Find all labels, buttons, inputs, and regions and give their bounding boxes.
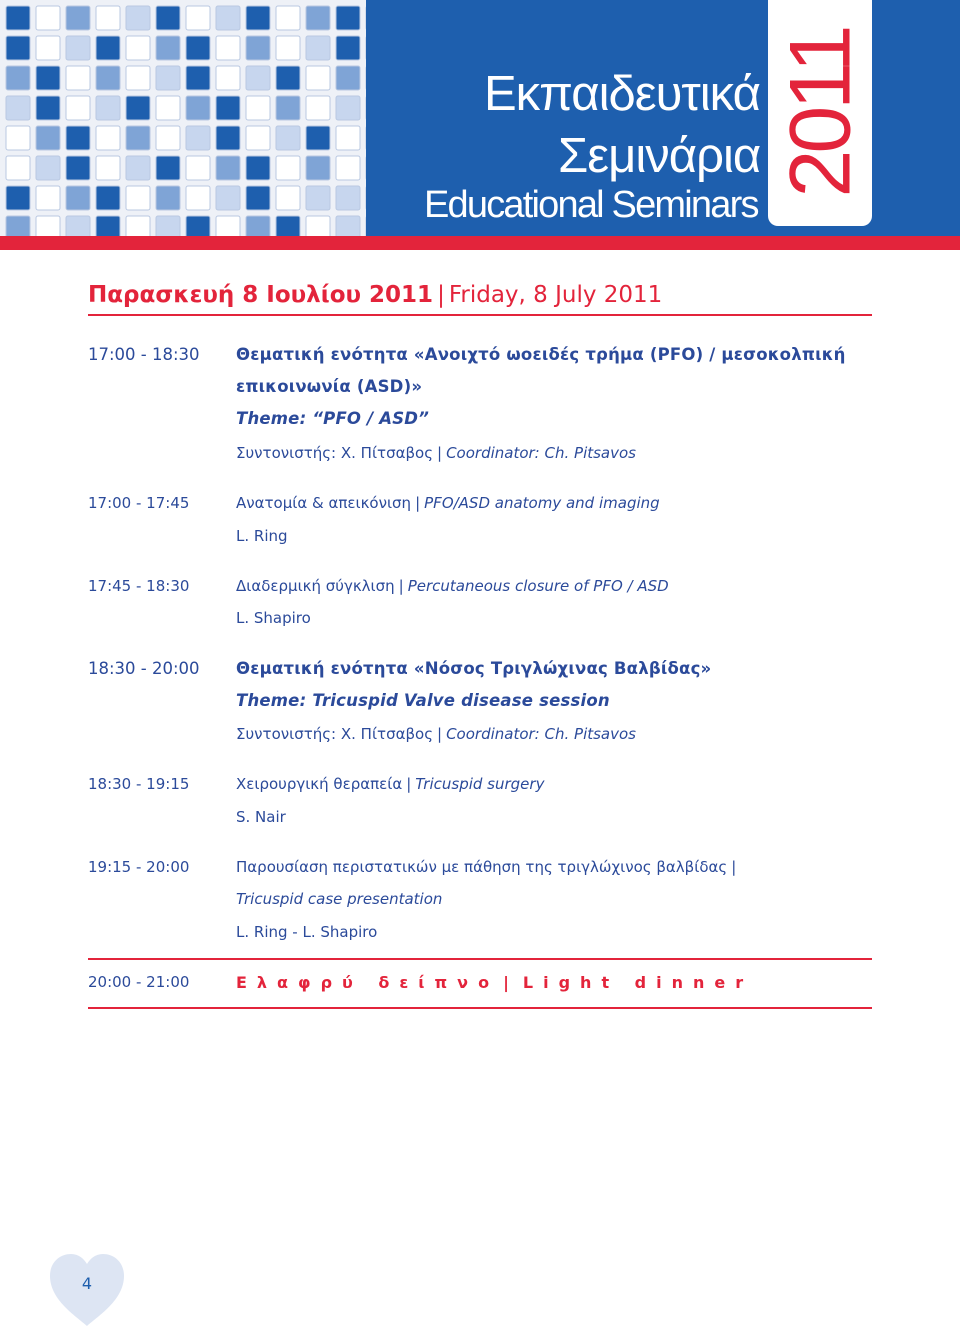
dinner-english: Light dinner <box>522 973 754 992</box>
grid-square <box>36 186 60 210</box>
talk-title: Παρουσίαση περιστατικών με πάθηση της τριγλώχινος βαλβίδας | <box>236 858 737 876</box>
grid-square <box>126 96 150 120</box>
grid-square <box>216 216 240 236</box>
grid-square <box>186 126 210 150</box>
session-title-cont: επικοινωνία (ASD)» <box>236 377 423 396</box>
grid-square <box>126 36 150 60</box>
grid-square <box>186 96 210 120</box>
grid-square <box>306 66 330 90</box>
grid-square <box>336 186 360 210</box>
grid-square <box>246 126 270 150</box>
talk-title: Ανατομία & απεικόνιση | PFO/ASD anatomy and imaging <box>236 494 660 512</box>
talk-title-english: Tricuspid surgery <box>415 775 545 793</box>
grid-square <box>156 6 180 30</box>
talk-time: 19:15 - 20:00 <box>88 858 190 876</box>
talk-title-english: PFO/ASD anatomy and imaging <box>424 494 660 512</box>
grid-square <box>66 126 90 150</box>
grid-square <box>6 36 30 60</box>
grid-square <box>36 66 60 90</box>
coordinator-english: Coordinator: Ch. Pitsavos <box>446 444 636 462</box>
grid-square <box>6 96 30 120</box>
grid-square <box>66 66 90 90</box>
grid-square <box>66 36 90 60</box>
grid-square <box>276 6 300 30</box>
session-coordinator: Συντονιστής: Χ. Πίτσαβος | Coordinator: Ch. Pitsavos <box>236 725 636 743</box>
grid-square <box>246 186 270 210</box>
grid-square <box>276 126 300 150</box>
grid-square <box>36 96 60 120</box>
coordinator-greek: Συντονιστής: Χ. Πίτσαβος <box>236 444 434 462</box>
grid-square <box>36 6 60 30</box>
grid-square <box>156 96 180 120</box>
grid-square <box>246 156 270 180</box>
dinner-greek: Ελαφρύ δείπνο <box>236 973 500 992</box>
grid-square <box>306 96 330 120</box>
talk-title-english: Percutaneous closure of PFO / ASD <box>407 577 669 595</box>
session-coordinator: Συντονιστής: Χ. Πίτσαβος | Coordinator: Ch. Pitsavos <box>236 444 636 462</box>
date-rule <box>88 314 872 316</box>
date-english: Friday, 8 July 2011 <box>448 282 663 308</box>
grid-square <box>306 186 330 210</box>
grid-square <box>126 216 150 236</box>
grid-square <box>126 6 150 30</box>
grid-square <box>276 66 300 90</box>
grid-square <box>246 66 270 90</box>
grid-square <box>126 126 150 150</box>
grid-square <box>276 216 300 236</box>
year-label: 2011 <box>772 28 868 198</box>
grid-square <box>96 36 120 60</box>
dinner-time: 20:00 - 21:00 <box>88 973 190 991</box>
talk-title-greek: Ανατομία & απεικόνιση <box>236 494 412 512</box>
grid-square <box>6 126 30 150</box>
session-time: 17:00 - 18:30 <box>88 345 200 364</box>
talk-title-greek: Παρουσίαση περιστατικών με πάθηση της τριγλώχινος βαλβίδας <box>236 858 728 876</box>
talk-speaker: L. Shapiro <box>236 609 311 627</box>
title-greek-line-2: Σεμινάρια <box>558 129 761 183</box>
grid-square <box>6 186 30 210</box>
coordinator-english: Coordinator: Ch. Pitsavos <box>446 725 636 743</box>
grid-square <box>246 6 270 30</box>
grid-square <box>216 186 240 210</box>
red-stripe <box>0 236 960 250</box>
session-title: Θεματική ενότητα «Νόσος Τριγλώχινας Βαλβίδας» <box>236 659 712 678</box>
grid-square <box>66 216 90 236</box>
grid-square <box>6 6 30 30</box>
session-theme: Theme: “PFO / ASD” <box>236 409 430 428</box>
title-english: Educational Seminars <box>424 184 758 226</box>
talk-title: Διαδερμική σύγκλιση | Percutaneous closure of PFO / ASD <box>236 577 669 595</box>
date-heading <box>88 282 662 308</box>
grid-square <box>336 6 360 30</box>
talk-title-greek: Χειρουργική θεραπεία <box>236 775 403 793</box>
date-greek: Παρασκευή 8 Ιουλίου 2011 <box>88 282 434 308</box>
grid-square <box>216 126 240 150</box>
grid-square <box>6 216 30 236</box>
grid-square <box>66 186 90 210</box>
session-theme: Theme: Tricuspid Valve disease session <box>236 691 610 710</box>
grid-square <box>216 96 240 120</box>
grid-square <box>216 66 240 90</box>
grid-square <box>126 156 150 180</box>
grid-square <box>36 36 60 60</box>
grid-square <box>336 216 360 236</box>
date-separator: | <box>437 282 445 308</box>
header-banner <box>0 0 960 250</box>
grid-square <box>186 186 210 210</box>
talk-speaker: S. Nair <box>236 808 286 826</box>
talk-title-greek: Διαδερμική σύγκλιση <box>236 577 395 595</box>
grid-square <box>156 216 180 236</box>
grid-square <box>96 6 120 30</box>
grid-square <box>96 216 120 236</box>
talk-speaker: L. Ring - L. Shapiro <box>236 923 378 941</box>
grid-square <box>336 66 360 90</box>
session-title: Θεματική ενότητα «Ανοιχτό ωοειδές τρήμα (PFO) / μεσοκολπική <box>236 345 846 364</box>
grid-square <box>96 186 120 210</box>
decorative-grid-graphic <box>0 0 366 236</box>
grid-square <box>96 96 120 120</box>
grid-square <box>336 156 360 180</box>
grid-square <box>156 36 180 60</box>
grid-square <box>6 156 30 180</box>
talk-speaker: L. Ring <box>236 527 288 545</box>
talk-title-english: Tricuspid case presentation <box>236 890 443 908</box>
grid-square <box>186 36 210 60</box>
grid-square <box>96 156 120 180</box>
grid-square <box>276 186 300 210</box>
dinner-rule-top <box>88 958 872 960</box>
dinner-label: Ελαφρύ δείπνο | Light dinner <box>236 973 754 992</box>
grid-square <box>126 186 150 210</box>
grid-square <box>186 66 210 90</box>
page-number: 4 <box>81 1274 93 1293</box>
grid-square <box>216 156 240 180</box>
grid-square <box>6 66 30 90</box>
grid-square <box>216 6 240 30</box>
coordinator-greek: Συντονιστής: Χ. Πίτσαβος <box>236 725 434 743</box>
grid-square <box>186 6 210 30</box>
grid-square <box>306 216 330 236</box>
title-greek-line-1: Εκπαιδευτικά <box>484 67 760 121</box>
grid-square <box>186 216 210 236</box>
grid-squares-graphic <box>0 0 366 236</box>
grid-square <box>306 6 330 30</box>
grid-square <box>66 6 90 30</box>
dinner-rule-bottom <box>88 1007 872 1009</box>
grid-square <box>306 36 330 60</box>
talk-time: 17:00 - 17:45 <box>88 494 190 512</box>
grid-square <box>156 126 180 150</box>
grid-square <box>156 186 180 210</box>
session-time: 18:30 - 20:00 <box>88 659 200 678</box>
grid-square <box>96 66 120 90</box>
talk-title: Χειρουργική θεραπεία | Tricuspid surgery <box>236 775 545 793</box>
grid-square <box>126 66 150 90</box>
grid-square <box>66 156 90 180</box>
grid-square <box>276 96 300 120</box>
grid-square <box>186 156 210 180</box>
grid-square <box>246 216 270 236</box>
talk-time: 17:45 - 18:30 <box>88 577 190 595</box>
grid-square <box>336 96 360 120</box>
grid-square <box>246 36 270 60</box>
grid-square <box>156 66 180 90</box>
grid-square <box>276 156 300 180</box>
grid-square <box>306 156 330 180</box>
grid-square <box>66 96 90 120</box>
grid-square <box>36 126 60 150</box>
grid-square <box>96 126 120 150</box>
grid-square <box>36 216 60 236</box>
grid-square <box>336 36 360 60</box>
grid-square <box>216 36 240 60</box>
grid-square <box>156 156 180 180</box>
grid-square <box>336 126 360 150</box>
grid-square <box>246 96 270 120</box>
grid-square <box>306 126 330 150</box>
talk-time: 18:30 - 19:15 <box>88 775 190 793</box>
grid-square <box>276 36 300 60</box>
grid-square <box>36 156 60 180</box>
